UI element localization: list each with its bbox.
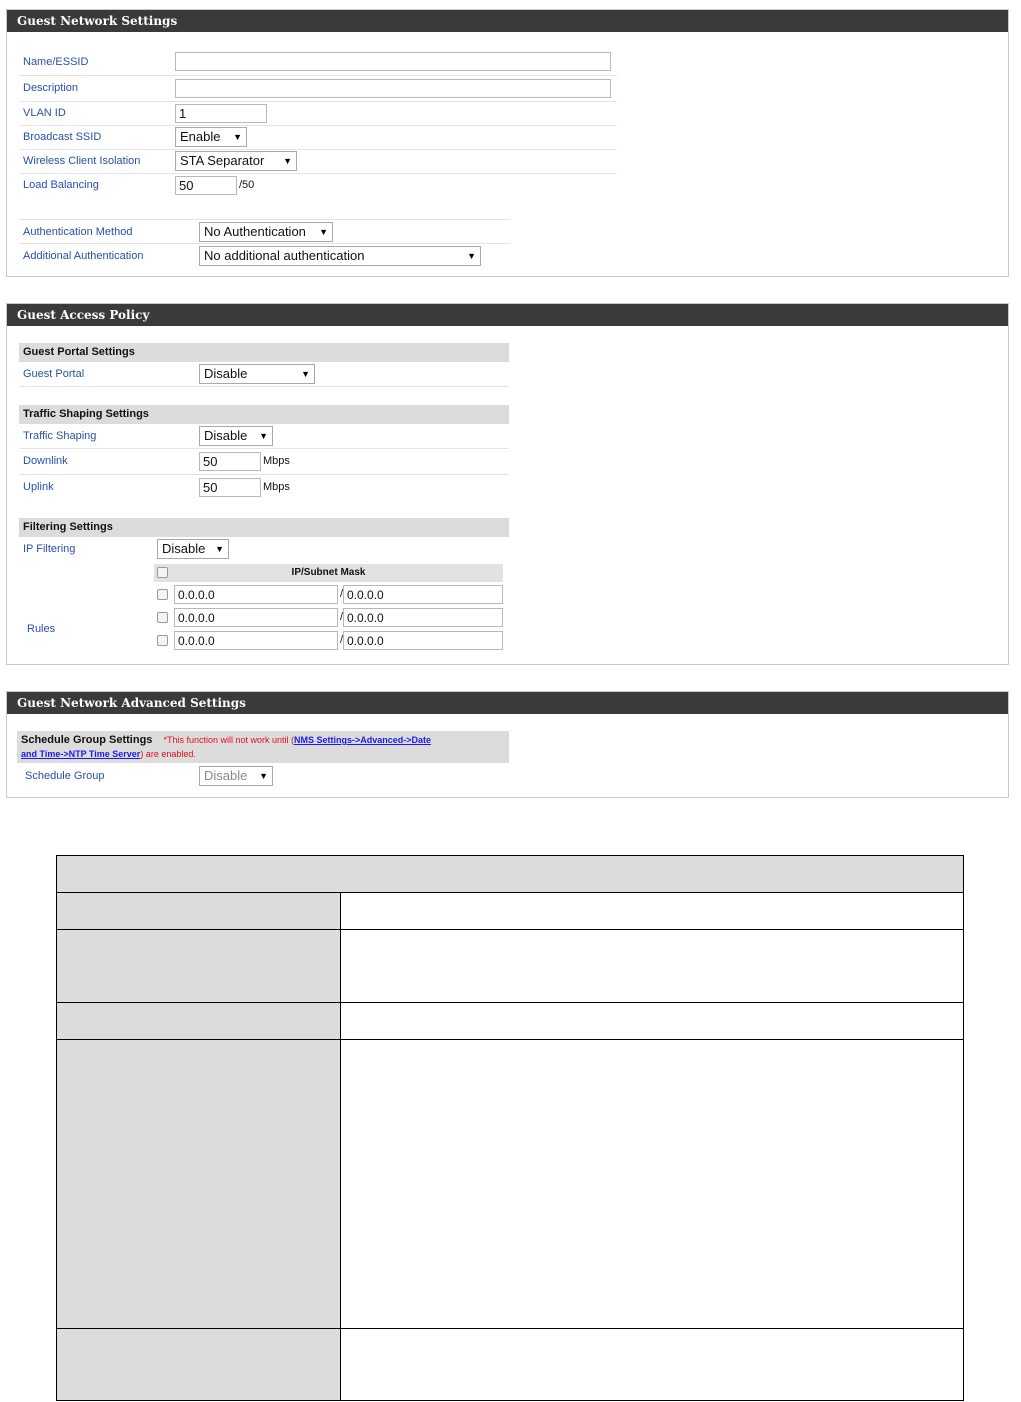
panel-title-guest-network-advanced: Guest Network Advanced Settings [7, 692, 1008, 714]
downlink-input[interactable] [199, 452, 261, 471]
ip-subnet-header [154, 564, 503, 582]
dropdown-arrow-icon: ▼ [283, 156, 292, 166]
authentication-method-value: No Authentication [204, 223, 306, 239]
rule-ip-input[interactable] [174, 585, 338, 604]
description-table-field-cell [57, 1329, 341, 1401]
dropdown-arrow-icon: ▼ [467, 250, 476, 261]
rule-ip-input[interactable] [174, 631, 338, 650]
ip-subnet-mask-column-header: IP/Subnet Mask [291, 567, 366, 578]
additional-authentication-select[interactable] [199, 246, 481, 266]
traffic-shaping-value: Disable [204, 427, 248, 443]
rule-checkbox[interactable] [157, 589, 168, 600]
description-label: Description [19, 75, 171, 101]
wireless-client-isolation-value: STA Separator [180, 153, 265, 168]
rule-row [154, 630, 503, 652]
ip-filtering-form [19, 537, 509, 561]
description-table-field-cell [57, 1040, 341, 1329]
traffic-shaping-form [19, 424, 509, 500]
nms-settings-link[interactable]: NMS Settings->Advanced->Date [294, 735, 432, 745]
wireless-client-isolation-label: Wireless Client Isolation [19, 149, 171, 173]
description-table [56, 855, 964, 1401]
description-table-desc-cell [341, 1003, 964, 1040]
wireless-client-isolation-select[interactable] [175, 151, 297, 171]
schedule-group-settings-heading [17, 731, 509, 763]
broadcast-ssid-value: Enable [180, 129, 221, 144]
traffic-shaping-settings-heading: Traffic Shaping Settings [19, 405, 509, 424]
rule-separator: / [340, 634, 344, 646]
dropdown-arrow-icon: ▼ [259, 430, 268, 441]
guest-portal-settings-heading: Guest Portal Settings [19, 343, 509, 362]
select-all-checkbox[interactable] [157, 567, 168, 578]
dropdown-arrow-icon: ▼ [233, 132, 242, 142]
panel-title-guest-access-policy: Guest Access Policy [7, 304, 1008, 326]
uplink-label: Uplink [23, 481, 54, 494]
downlink-unit: Mbps [263, 455, 290, 467]
description-table-field-cell [57, 930, 341, 1003]
rules-label: Rules [27, 623, 56, 635]
downlink-label: Downlink [19, 448, 195, 474]
schedule-group-form [19, 764, 511, 788]
guest-access-policy-panel [6, 303, 1009, 665]
authentication-method-label: Authentication Method [19, 220, 195, 244]
description-input[interactable] [175, 79, 611, 98]
rule-mask-input[interactable] [343, 585, 503, 604]
broadcast-ssid-select[interactable] [175, 127, 247, 147]
ip-filtering-label: IP Filtering [23, 543, 76, 555]
additional-authentication-label: Additional Authentication [23, 249, 144, 262]
schedule-group-select[interactable] [199, 766, 273, 786]
guest-portal-form [19, 362, 509, 387]
description-table-desc-cell [341, 930, 964, 1003]
rule-checkbox[interactable] [157, 635, 168, 646]
additional-authentication-value: No additional authentication [204, 247, 365, 263]
uplink-input[interactable] [199, 478, 261, 497]
panel-title-guest-network-settings: Guest Network Settings [7, 10, 1008, 32]
rule-separator: / [340, 588, 344, 600]
rule-row [154, 607, 503, 629]
ip-filtering-select[interactable] [157, 539, 229, 559]
description-table-header [57, 856, 964, 893]
vlan-id-input[interactable] [175, 104, 267, 123]
description-table-desc-cell [341, 893, 964, 930]
description-table-desc-cell [341, 1040, 964, 1329]
guest-network-advanced-panel [6, 691, 1009, 798]
notice-open-paren: ( [291, 735, 295, 745]
load-balancing-input[interactable] [175, 176, 237, 195]
rule-checkbox[interactable] [157, 612, 168, 623]
guest-portal-value: Disable [204, 365, 248, 381]
rule-mask-input[interactable] [343, 608, 503, 627]
dropdown-arrow-icon: ▼ [301, 368, 310, 379]
guest-network-form [19, 49, 617, 197]
schedule-heading-text: Schedule Group Settings [21, 734, 153, 746]
name-essid-label: Name/ESSID [19, 49, 171, 75]
name-essid-input[interactable] [175, 52, 611, 71]
rule-separator: / [340, 611, 344, 623]
rule-ip-input[interactable] [174, 608, 338, 627]
traffic-shaping-label: Traffic Shaping [19, 424, 195, 448]
traffic-shaping-select[interactable] [199, 426, 273, 446]
vlan-id-label: VLAN ID [19, 101, 171, 125]
guest-portal-label: Guest Portal [19, 362, 195, 386]
schedule-group-label: Schedule Group [25, 770, 105, 782]
authentication-method-select[interactable] [199, 222, 333, 242]
load-balancing-label: Load Balancing [23, 179, 99, 192]
guest-network-settings-panel [6, 9, 1009, 277]
notice-suffix: ) are enabled. [140, 749, 196, 759]
notice-prefix: *This function will not work until [163, 735, 292, 745]
uplink-unit: Mbps [263, 481, 290, 494]
ntp-time-server-link[interactable]: and Time->NTP Time Server [21, 749, 141, 759]
rule-row [154, 584, 503, 606]
dropdown-arrow-icon: ▼ [259, 771, 268, 781]
guest-portal-select[interactable] [199, 364, 315, 384]
authentication-form [19, 219, 511, 268]
ip-filtering-value: Disable [162, 541, 206, 556]
description-table-field-cell [57, 1003, 341, 1040]
rule-mask-input[interactable] [343, 631, 503, 650]
broadcast-ssid-label: Broadcast SSID [19, 125, 171, 149]
dropdown-arrow-icon: ▼ [319, 226, 328, 237]
filtering-settings-heading: Filtering Settings [19, 518, 509, 537]
description-table-desc-cell [341, 1329, 964, 1401]
schedule-group-value: Disable [204, 768, 248, 783]
dropdown-arrow-icon: ▼ [215, 544, 224, 554]
load-balancing-max: /50 [239, 179, 255, 192]
description-table-field-cell [57, 893, 341, 930]
